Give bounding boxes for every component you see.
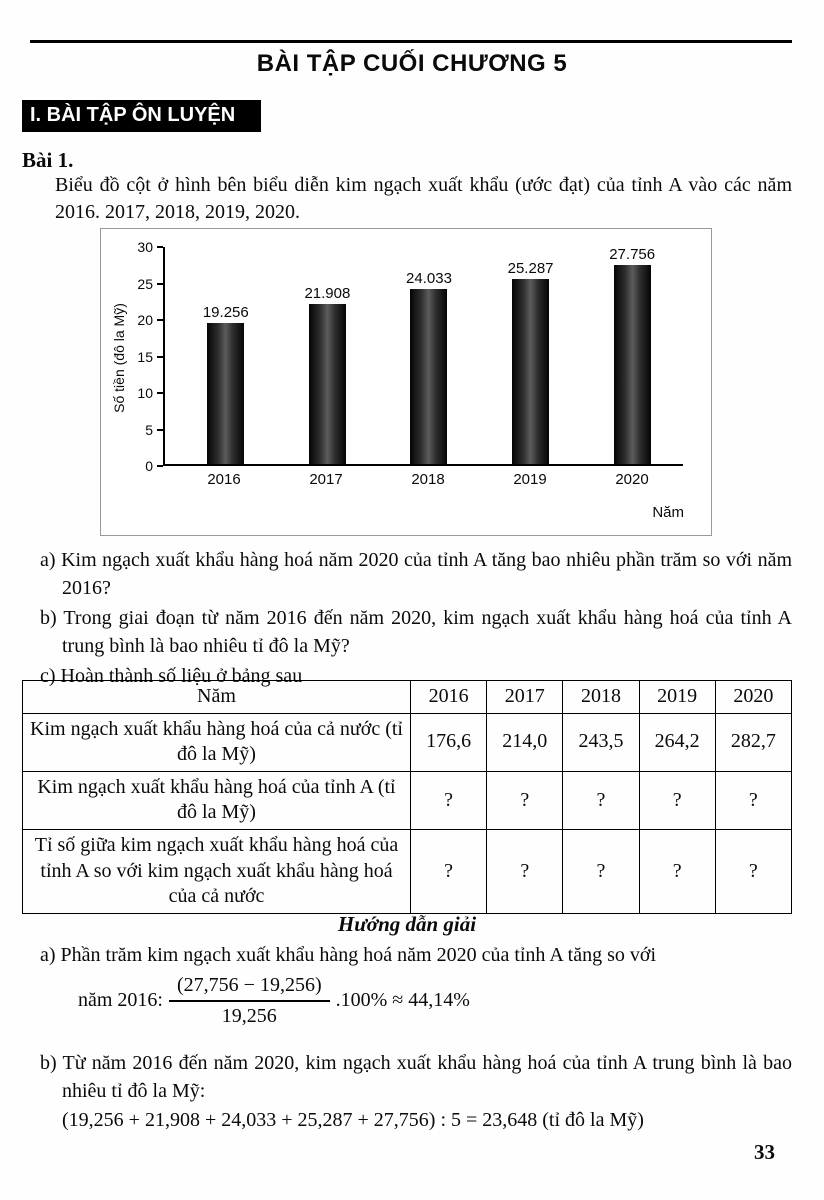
exercise-label: Bài 1. xyxy=(22,148,74,172)
row-value: ? xyxy=(487,829,563,913)
bar-column-2016 xyxy=(175,247,277,464)
row-value: ? xyxy=(639,771,715,829)
solution-b xyxy=(40,1050,792,1135)
row-value: 214,0 xyxy=(487,713,563,771)
question-b xyxy=(40,605,792,660)
page-title: BÀI TẬP CUỐI CHƯƠNG 5 xyxy=(256,50,568,77)
data-table xyxy=(22,680,792,914)
solution-b-formula: (19,256 + 21,908 + 24,033 + 25,287 + 27,756) : 5 = 23,648 (tỉ đô la Mỹ) xyxy=(62,1109,644,1132)
table-header-nam: Năm xyxy=(23,681,411,714)
x-category-label: 2020 xyxy=(615,471,649,488)
bar xyxy=(614,265,651,464)
bar xyxy=(410,289,447,464)
row-value: ? xyxy=(715,771,791,829)
row-label: Kim ngạch xuất khẩu hàng hoá của tỉnh A (tỉ đô la Mỹ) xyxy=(23,771,411,829)
fraction-denominator: 19,256 xyxy=(221,1004,277,1027)
table-header-row xyxy=(23,681,792,714)
solution-b-body: Từ năm 2016 đến năm 2020, kim ngạch xuất khẩu hàng hoá của tỉnh A trung bình là bao nhiêu tỉ đô la Mỹ: xyxy=(62,1052,793,1102)
page-number: 33 xyxy=(754,1140,775,1164)
table-row xyxy=(23,713,792,771)
question-b-text: Trong giai đoạn từ năm 2016 đến năm 2020, kim ngạch xuất khẩu hàng hoá của tỉnh A trung bình là bao nhiêu tỉ đô la Mỹ? xyxy=(62,607,792,657)
top-rule xyxy=(30,40,792,43)
row-label: Tỉ số giữa kim ngạch xuất khẩu hàng hoá của tỉnh A so với kim ngạch xuất khẩu hàng hoá của cả nước xyxy=(23,829,411,913)
solution-a-line1 xyxy=(40,942,792,970)
row-value: ? xyxy=(639,829,715,913)
x-axis-title: Năm xyxy=(652,504,684,521)
y-tick-0: 0 xyxy=(129,458,163,474)
bar-column-2018 xyxy=(378,247,480,464)
bar-value-label: 25.287 xyxy=(507,260,554,277)
x-axis-labels xyxy=(163,471,683,488)
bar-value-label: 21.908 xyxy=(304,285,351,302)
bar-value-label: 19.256 xyxy=(202,304,249,321)
y-tick-15: 15 xyxy=(129,349,163,365)
table-row xyxy=(23,771,792,829)
table-header-year: 2017 xyxy=(487,681,563,714)
row-label: Kim ngạch xuất khẩu hàng hoá của cả nước (tỉ đô la Mỹ) xyxy=(23,713,411,771)
y-tick-25: 25 xyxy=(129,276,163,292)
question-c-label: c) xyxy=(40,665,56,688)
fraction-numerator: (27,756 − 19,256) xyxy=(169,974,330,1002)
question-a-text: Kim ngạch xuất khẩu hàng hoá năm 2020 của tỉnh A tăng bao nhiêu phần trăm so với năm 2016? xyxy=(61,549,792,599)
section-header: I. BÀI TẬP ÔN LUYỆN xyxy=(22,100,261,132)
y-axis-title: Số tiền (đô la Mỹ) xyxy=(111,303,127,413)
row-value: ? xyxy=(411,829,487,913)
table-row xyxy=(23,829,792,913)
solution-heading: Hướng dẫn giải xyxy=(337,912,477,936)
y-tick-20: 20 xyxy=(129,312,163,328)
solution-a-formula xyxy=(78,974,792,1028)
bar-column-2017 xyxy=(277,247,379,464)
y-tick-5: 5 xyxy=(129,422,163,438)
question-c-text: Hoàn thành số liệu ở bảng sau xyxy=(60,665,303,688)
bar-chart-figure xyxy=(100,228,712,536)
solution-a-text: Phần trăm kim ngạch xuất khẩu hàng hoá năm 2020 của tỉnh A tăng so với xyxy=(60,944,657,966)
row-value: 243,5 xyxy=(563,713,639,771)
solution-b-label: b) xyxy=(40,1052,57,1074)
row-value: 176,6 xyxy=(411,713,487,771)
question-list xyxy=(40,547,792,694)
x-category-label: 2017 xyxy=(309,471,343,488)
exercise-intro: Biểu đồ cột ở hình bên biểu diễn kim ngạch xuất khẩu (ước đạt) của tỉnh A vào các năm 2016. 2017, 2018, 2019, 2020. xyxy=(55,174,792,223)
solution-a xyxy=(40,942,792,1028)
table-header-year: 2020 xyxy=(715,681,791,714)
row-value: ? xyxy=(715,829,791,913)
plot-area xyxy=(163,247,683,466)
fraction xyxy=(169,974,330,1028)
row-value: 264,2 xyxy=(639,713,715,771)
question-b-label: b) xyxy=(40,607,57,630)
x-category-label: 2018 xyxy=(411,471,445,488)
x-category-label: 2019 xyxy=(513,471,547,488)
table-header-year: 2019 xyxy=(639,681,715,714)
row-value: ? xyxy=(563,771,639,829)
bar-value-label: 24.033 xyxy=(406,270,452,287)
y-tick-30: 30 xyxy=(129,239,163,255)
solution-a-suffix: .100% ≈ 44,14% xyxy=(335,989,470,1012)
row-value: ? xyxy=(487,771,563,829)
bar-column-2019 xyxy=(480,247,582,464)
table-header-year: 2016 xyxy=(411,681,487,714)
bar xyxy=(309,304,346,464)
x-category-label: 2016 xyxy=(207,471,241,488)
bar-column-2020 xyxy=(581,247,683,464)
row-value: ? xyxy=(563,829,639,913)
solution-b-text xyxy=(40,1050,792,1105)
solution-a-label: a) xyxy=(40,944,56,966)
bar-value-label: 27.756 xyxy=(609,246,656,263)
bar xyxy=(512,279,549,464)
question-a xyxy=(40,547,792,602)
table-header-year: 2018 xyxy=(563,681,639,714)
solution-a-prefix: năm 2016: xyxy=(78,989,163,1012)
y-tick-10: 10 xyxy=(129,385,163,401)
question-a-label: a) xyxy=(40,549,56,571)
row-value: ? xyxy=(411,771,487,829)
row-value: 282,7 xyxy=(715,713,791,771)
y-axis-ticks xyxy=(101,239,163,474)
bar xyxy=(207,323,244,464)
